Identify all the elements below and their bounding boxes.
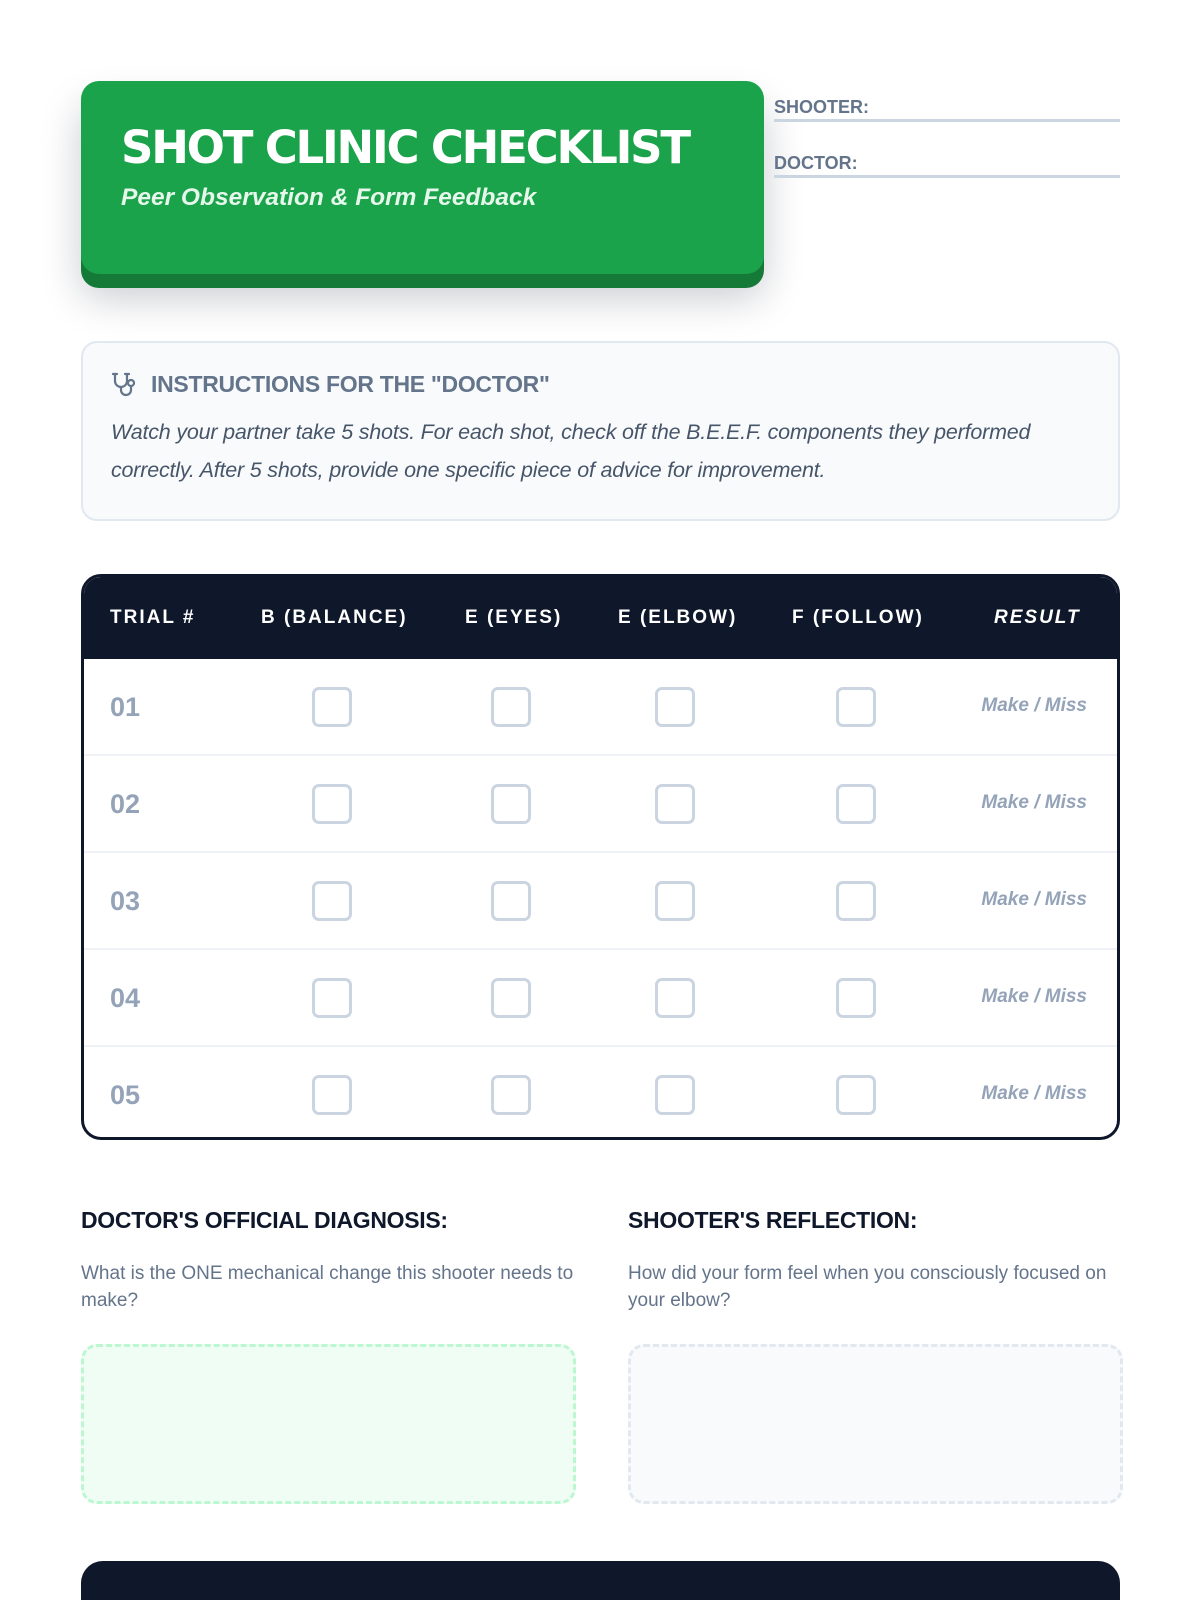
header-result: RESULT xyxy=(994,607,1081,628)
follow-checkbox[interactable] xyxy=(836,1075,876,1115)
table-row xyxy=(84,659,1117,756)
header-banner xyxy=(81,81,764,274)
follow-checkbox[interactable] xyxy=(836,978,876,1018)
result-choice[interactable]: Make / Miss xyxy=(981,889,1087,910)
elbow-checkbox[interactable] xyxy=(655,978,695,1018)
follow-checkbox[interactable] xyxy=(836,881,876,921)
balance-checkbox[interactable] xyxy=(312,784,352,824)
checklist-table xyxy=(81,574,1120,1140)
table-header xyxy=(84,577,1117,659)
footer-bar xyxy=(81,1561,1120,1600)
stethoscope-icon xyxy=(111,371,139,397)
header-follow: F (FOLLOW) xyxy=(792,607,924,628)
trial-number: 04 xyxy=(110,983,141,1013)
diagnosis-answer-box[interactable] xyxy=(81,1344,576,1504)
diagnosis-section xyxy=(81,1207,576,1504)
instructions-panel xyxy=(81,341,1120,521)
eyes-checkbox[interactable] xyxy=(491,687,531,727)
trial-number: 05 xyxy=(110,1080,141,1110)
trial-number: 02 xyxy=(110,789,141,819)
header-elbow: E (ELBOW) xyxy=(618,607,738,628)
balance-checkbox[interactable] xyxy=(312,978,352,1018)
reflection-prompt: How did your form feel when you consciously focused on your elbow? xyxy=(628,1263,1107,1311)
reflection-section xyxy=(628,1207,1123,1504)
balance-checkbox[interactable] xyxy=(312,1075,352,1115)
header-trial: TRIAL # xyxy=(110,607,196,628)
trial-number: 01 xyxy=(110,692,141,722)
follow-checkbox[interactable] xyxy=(836,687,876,727)
header-balance: B (BALANCE) xyxy=(261,607,408,628)
table-row xyxy=(84,853,1117,950)
elbow-checkbox[interactable] xyxy=(655,687,695,727)
trial-number: 03 xyxy=(110,886,141,916)
balance-checkbox[interactable] xyxy=(312,881,352,921)
doctor-field[interactable]: DOCTOR: xyxy=(774,145,1120,178)
header-eyes: E (EYES) xyxy=(465,607,563,628)
eyes-checkbox[interactable] xyxy=(491,784,531,824)
diagnosis-title: DOCTOR'S OFFICIAL DIAGNOSIS: xyxy=(81,1207,448,1233)
instructions-heading xyxy=(111,369,1090,399)
page-subtitle: Peer Observation & Form Feedback xyxy=(121,184,537,211)
diagnosis-prompt: What is the ONE mechanical change this shooter needs to make? xyxy=(81,1263,574,1311)
table-row xyxy=(84,756,1117,853)
page-title: SHOT CLINIC CHECKLIST xyxy=(121,121,689,174)
result-choice[interactable]: Make / Miss xyxy=(981,792,1087,813)
elbow-checkbox[interactable] xyxy=(655,881,695,921)
shooter-field[interactable]: SHOOTER: xyxy=(774,89,1120,122)
reflection-title: SHOOTER'S REFLECTION: xyxy=(628,1207,918,1233)
table-row xyxy=(84,950,1117,1047)
elbow-checkbox[interactable] xyxy=(655,784,695,824)
reflection-answer-box[interactable] xyxy=(628,1344,1123,1504)
elbow-checkbox[interactable] xyxy=(655,1075,695,1115)
follow-checkbox[interactable] xyxy=(836,784,876,824)
result-choice[interactable]: Make / Miss xyxy=(981,695,1087,716)
table-row xyxy=(84,1047,1117,1140)
eyes-checkbox[interactable] xyxy=(491,978,531,1018)
balance-checkbox[interactable] xyxy=(312,687,352,727)
instructions-text: Watch your partner take 5 shots. For each shot, check off the B.E.E.F. components they performed correctly. After 5 shots, provide one specific piece of advice for improvement. xyxy=(111,420,1031,482)
result-choice[interactable]: Make / Miss xyxy=(981,986,1087,1007)
eyes-checkbox[interactable] xyxy=(491,1075,531,1115)
instructions-title: INSTRUCTIONS FOR THE "DOCTOR" xyxy=(151,370,550,397)
eyes-checkbox[interactable] xyxy=(491,881,531,921)
result-choice[interactable]: Make / Miss xyxy=(981,1083,1087,1104)
